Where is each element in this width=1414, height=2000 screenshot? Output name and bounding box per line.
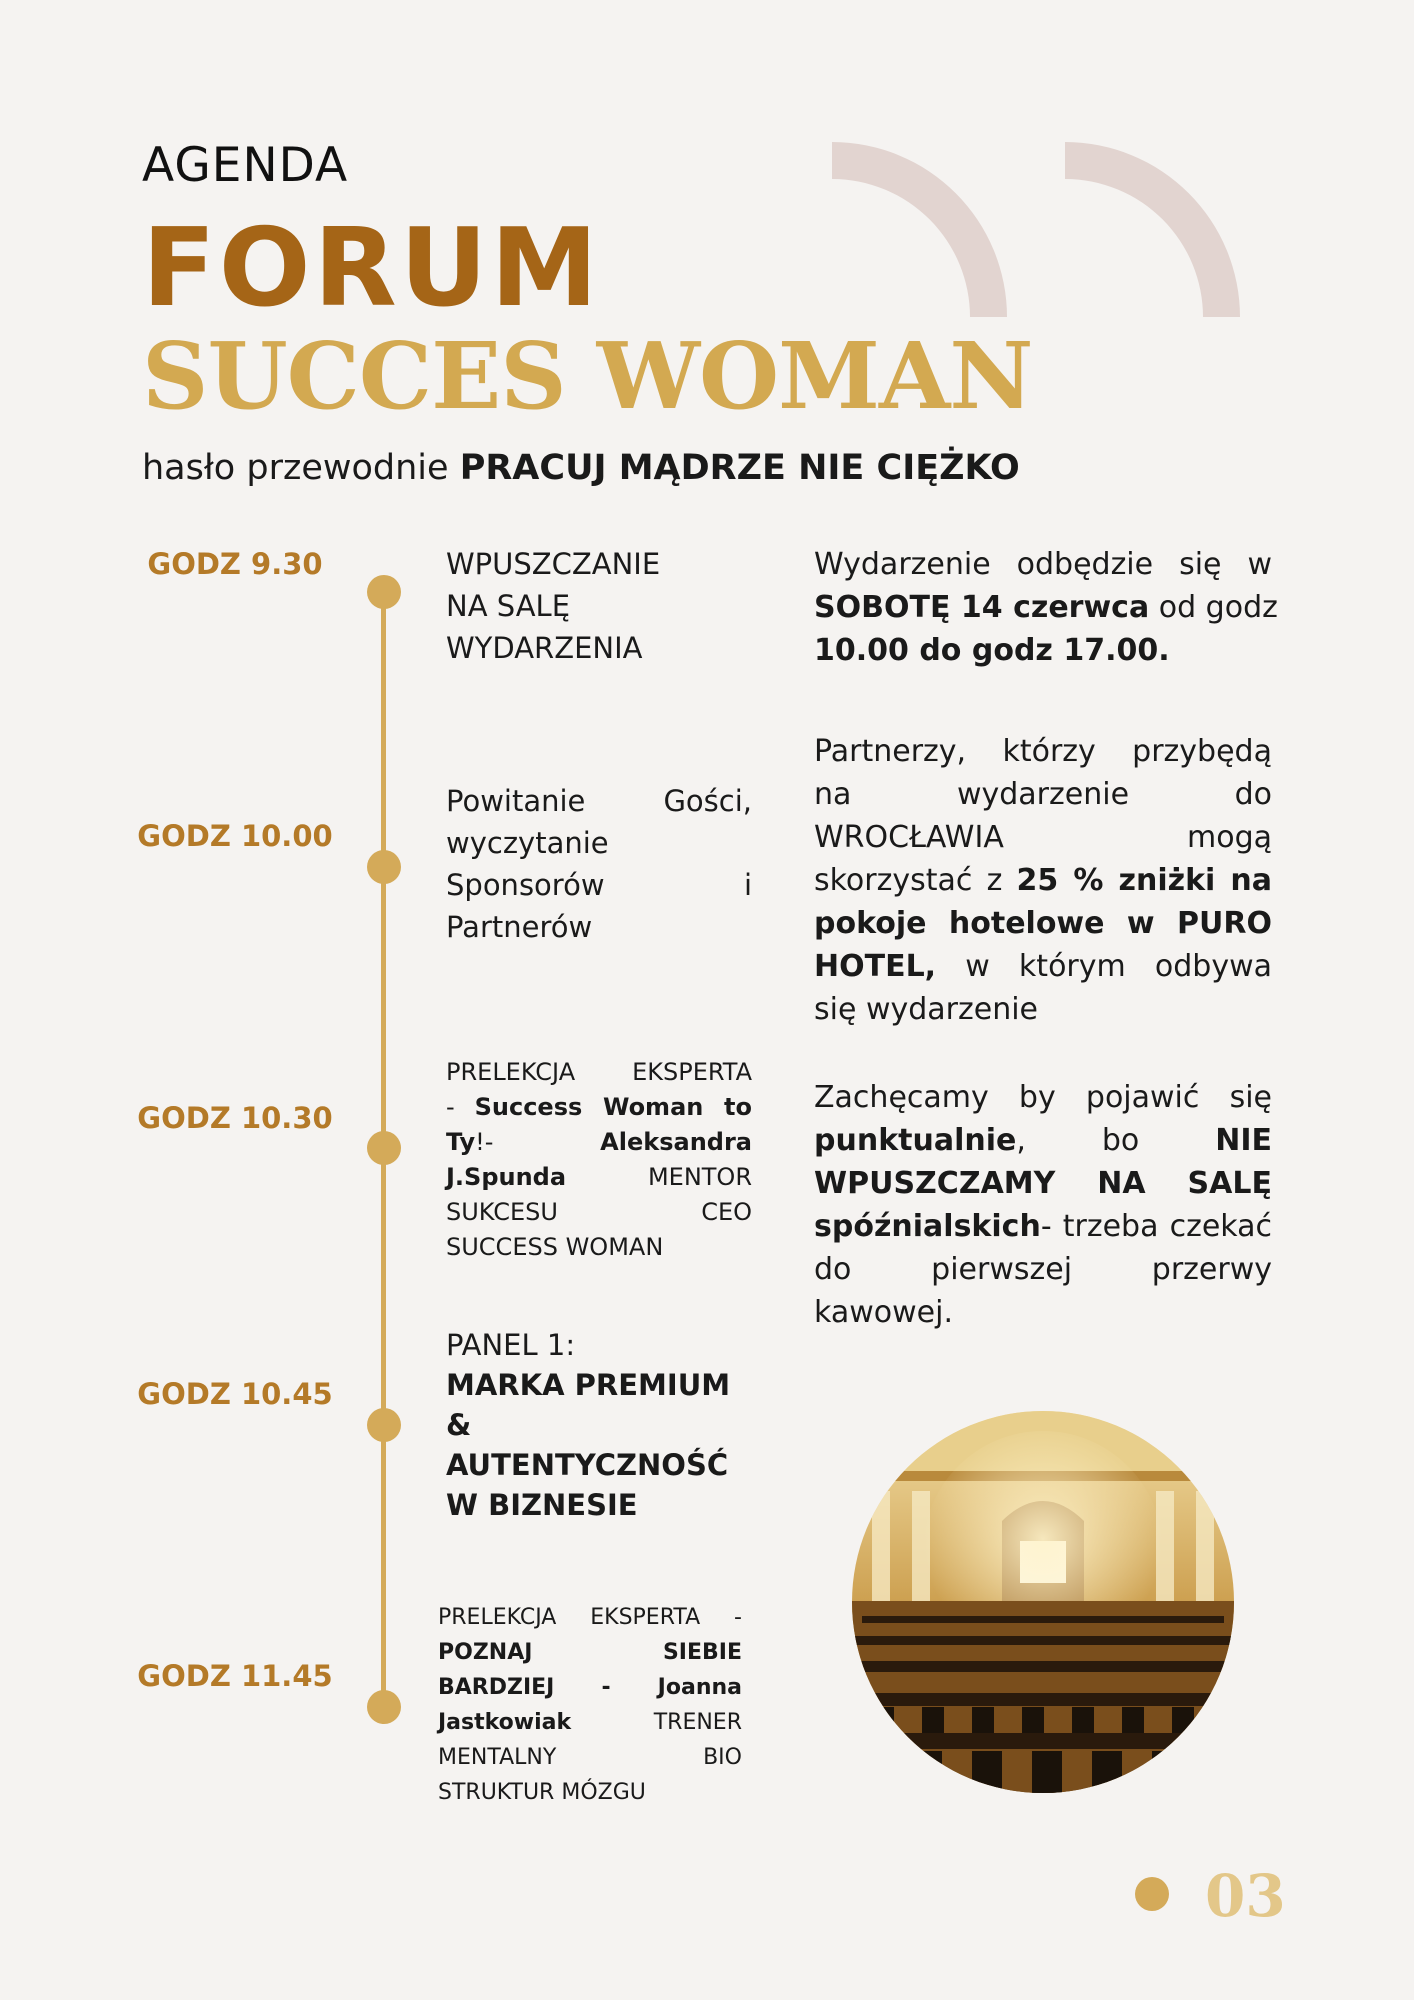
page-title-forum: FORUM bbox=[142, 206, 601, 331]
time-label: GODZ 10.00 bbox=[137, 819, 333, 853]
page-marker-dot bbox=[1135, 1877, 1169, 1911]
motto bbox=[142, 448, 1020, 488]
agenda-item-lecture-1: PRELEKCJA EKSPERTA - Success Woman to Ty!- Aleksandra J.Spunda MENTOR SUKCESU CEO SUCCESS WOMAN bbox=[446, 1058, 752, 1261]
timeline-dot bbox=[367, 1408, 401, 1442]
quote-marks-icon bbox=[830, 140, 1250, 325]
page-number: 03 bbox=[1205, 1862, 1286, 1930]
info-punctuality: Zachęcamy by pojawić się punktualnie, bo NIE WPUSZCZAMY NA SALĘ spóźnialskich- trzeba czekać do pierwszej przerwy kawowej. bbox=[814, 1080, 1272, 1330]
time-label: GODZ 10.30 bbox=[137, 1101, 333, 1135]
info-hotel-discount: Partnerzy, którzy przybędą na wydarzenie do WROCŁAWIA mogą skorzystać z 25 % zniżki na pokoje hotelowe w PURO HOTEL, w którym odbywa się wydarzenie bbox=[814, 734, 1272, 1027]
agenda-item-panel-1: PANEL 1: MARKA PREMIUM & AUTENTYCZNOŚĆ W BIZNESIE bbox=[446, 1328, 731, 1522]
agenda-item-lecture-2: PRELEKCJA EKSPERTA - POZNAJ SIEBIE BARDZIEJ - Joanna Jastkowiak TRENER MENTALNY BIO STRUKTUR MÓZGU bbox=[438, 1605, 742, 1805]
timeline-dot bbox=[367, 575, 401, 609]
timeline-dot bbox=[367, 850, 401, 884]
motto-strong: PRACUJ MĄDRZE NIE CIĘŻKO bbox=[459, 448, 1020, 488]
agenda-item-welcome: Powitanie Gości, wyczytanie Sponsorów i Partnerów bbox=[446, 784, 752, 944]
venue-hall-photo bbox=[852, 1411, 1234, 1793]
motto-prefix: hasło przewodnie bbox=[142, 448, 449, 488]
agenda-kicker: AGENDA bbox=[142, 138, 349, 193]
info-date: Wydarzenie odbędzie się w SOBOTĘ 14 czerwca od godz 10.00 do godz 17.00. bbox=[814, 547, 1278, 668]
agenda-item-entry: WPUSZCZANIE NA SALĘ WYDARZENIA bbox=[446, 547, 661, 665]
time-label: GODZ 10.45 bbox=[137, 1377, 333, 1411]
time-label: GODZ 11.45 bbox=[137, 1659, 333, 1693]
timeline-dot bbox=[367, 1690, 401, 1724]
timeline-dot bbox=[367, 1131, 401, 1165]
time-label: GODZ 9.30 bbox=[147, 547, 323, 581]
page-title-succes-woman: SUCCES WOMAN bbox=[142, 322, 1033, 430]
